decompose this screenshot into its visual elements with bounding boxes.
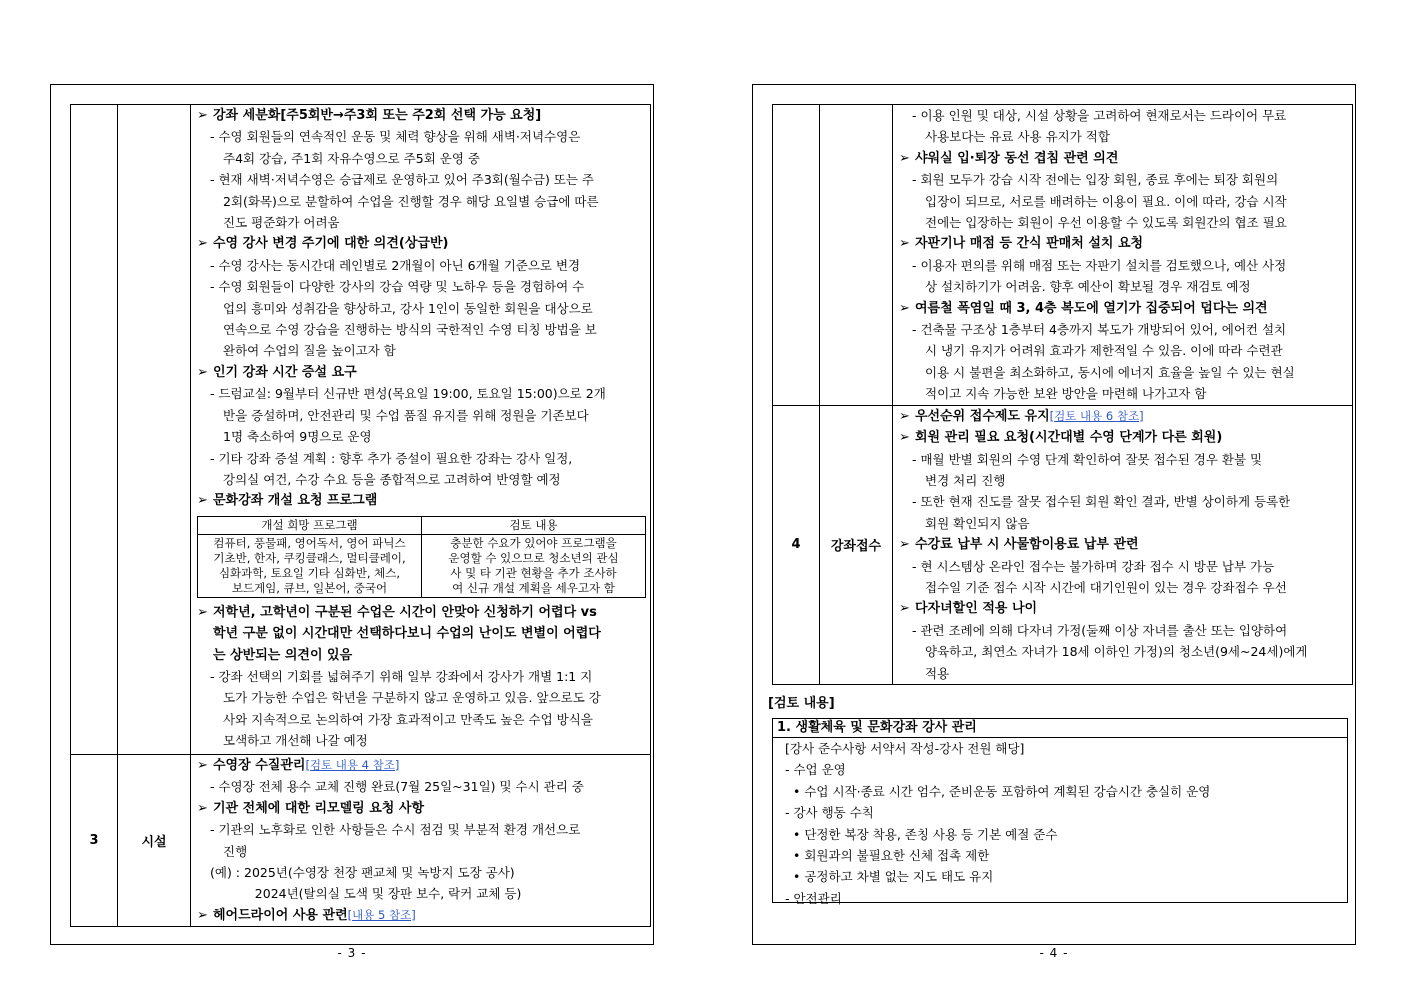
program-table-line: 사 및 타 기관 현황을 추가 조사하 [450,565,617,580]
arrow-bullet-icon: ➢ [899,236,910,252]
description-line: 연속으로 수영 강습을 진행하는 방식의 국한적인 수영 티칭 방법을 보 [223,322,597,338]
description-line: - 수영장 전체 용수 교체 진행 완료(7월 25일~31일) 및 수시 관리 중 [210,779,584,795]
description-line: 도가 가능한 수업은 학년을 구분하지 않고 운영하고 있음. 앞으로도 강 [223,690,601,706]
row-category: 강좌접수 [820,405,893,684]
description-line: - 기타 강좌 증설 계획 : 향후 추가 증설이 필요한 강좌는 강사 일정, [210,450,573,466]
page-number: - 3 - [337,946,367,960]
review-line: - 안전관리 [785,890,842,906]
description-line: - 관련 조례에 의해 다자녀 가정(둘째 이상 자녀를 출산 또는 입양하여 [912,622,1288,638]
review-line: - 강사 행동 수칙 [785,805,874,821]
description-line: 시 냉기 유지가 어려워 효과가 제한적일 수 있음. 이에 따라 수련관 [925,343,1283,359]
bullet-heading [899,427,1348,448]
description-line: 입장이 되므로, 서로를 배려하는 이용이 필요. 이에 따라, 강습 시작 [925,193,1287,209]
program-table-header: 개설 희망 프로그램 [198,516,422,534]
table-row [773,405,1353,684]
reference-link[interactable]: [검토 내용 4 참조] [305,758,400,772]
description-line: (예) : 2025년(수영장 천장 팬교체 및 녹방지 도장 공사) [210,865,515,881]
arrow-bullet-icon: ➢ [197,493,208,509]
description-line: 진행 [223,843,248,859]
program-table-line: 기초반, 한자, 쿠킹클래스, 멀티클레이, [213,550,406,565]
heading-text: 샤워실 입·퇴장 동선 겹침 관련 의견 [915,150,1119,166]
heading-text: 여름철 폭염일 때 3, 4층 복도에 열기가 집중되어 덥다는 의견 [915,300,1268,316]
description-line: 접수일 기준 접수 시작 시간에 대기인원이 있는 경우 강좌접수 우선 [925,579,1287,595]
bullet-heading [197,755,646,776]
description-line: - 매월 반별 회원의 수영 단계 확인하여 잘못 접수된 경우 환불 및 [912,451,1263,467]
review-line: • 회원과의 불필요한 신체 접촉 제한 [793,848,990,864]
description-line: 2024년(탈의실 도색 및 장판 보수, 락커 교체 등) [223,886,522,902]
description-line: - 이용자 편의를 위해 매점 또는 자판기 설치를 검토했으나, 예산 사정 [912,257,1287,273]
bullet-heading [899,148,1348,169]
arrow-bullet-icon: ➢ [197,108,208,123]
description-line: 사용보다는 유료 사용 유지가 적합 [925,129,1110,145]
heading-text: 인기 강좌 시간 증설 요구 [213,364,357,380]
description-line: - 수영 회원들이 다양한 강사의 강습 역량 및 노하우 등을 경험하여 수 [210,279,585,295]
description-line: 변경 처리 진행 [925,472,1006,488]
description-line: - 현재 새벽·저녁수영은 승급제로 운영하고 있어 주3회(월수금) 또는 주 [210,172,595,188]
description-line: 양육하고, 최연소 자녀가 18세 이하인 가정)의 청소년(9세~24세)에게 [925,644,1308,660]
description-line: - 현 시스템상 온라인 접수는 불가하며 강좌 접수 시 방문 납부 가능 [912,558,1275,574]
row-number [773,105,820,406]
row-category: 시설 [118,755,191,927]
description-line: - 수영 강사는 동시간대 레인별로 2개월이 아닌 6개월 기준으로 변경 [210,257,581,273]
table-row [773,105,1353,406]
review-box [772,718,1348,906]
heading-text: 문화강좌 개설 요청 프로그램 [213,493,378,509]
bullet-heading [197,490,646,511]
description-line: 완하여 수업의 질을 높이고자 함 [223,343,396,359]
heading-text: 기관 전체에 대한 리모델링 요청 사항 [213,800,424,816]
arrow-bullet-icon: ➢ [197,758,208,773]
description-line: - 기관의 노후화로 인한 사항들은 수시 점검 및 부분적 환경 개선으로 [210,822,581,838]
review-line: • 공정하고 차별 없는 지도 태도 유지 [793,869,994,885]
program-table-row [198,534,646,597]
row-category [820,105,893,406]
arrow-bullet-icon: ➢ [197,364,208,380]
review-box-title: 1. 생활체육 및 문화강좌 강사 관리 [773,719,1347,738]
description-line: 강의실 여건, 수강 수요 등을 종합적으로 고려하여 반영할 예정 [223,471,561,487]
description-line: 전에는 입장하는 회원이 우선 이용할 수 있도록 회원간의 협조 필요 [925,215,1287,231]
arrow-bullet-icon: ➢ [899,150,910,166]
arrow-bullet-icon: ➢ [899,430,910,446]
bullet-heading [197,798,646,819]
heading-text: 다자녀할인 적용 나이 [915,601,1038,617]
description-line: 상 설치하기가 어려움. 향후 예산이 확보될 경우 재검토 예정 [925,279,1251,295]
description-line: - 건축물 구조상 1층부터 4층까지 복도가 개방되어 있어, 에어컨 설치 [912,322,1287,338]
description-line: 2회(화목)으로 분할하여 수업을 진행할 경우 해당 요일별 승급에 따른 [223,193,599,209]
program-table-cell [198,534,422,597]
arrow-bullet-icon: ➢ [197,907,208,923]
row-content [893,405,1353,684]
description-line: 사와 지속적으로 논의하여 가장 효과적이고 만족도 높은 수업 방식을 [223,711,593,727]
review-section-title: [검토 내용] [768,696,835,711]
description-line: - 수영 회원들의 연속적인 운동 및 체력 향상을 위해 새벽·저녁수영은 [210,129,581,145]
left-table [70,104,651,927]
program-table-line: 운영할 수 있으므로 청소년의 관심 [448,550,619,565]
program-table-line: 심화과학, 토요일 기타 심화반, 체스, [218,565,401,580]
bullet-heading [197,362,646,383]
description-line: - 강좌 선택의 기회를 넓혀주기 위해 일부 강좌에서 강사가 개별 1:1 지 [210,668,593,684]
arrow-bullet-icon: ➢ [899,537,910,553]
description-line: 적용 [925,665,950,681]
heading-text: 저학년, 고학년이 구분된 수업은 시간이 안맞아 신청하기 어렵다 vs [213,604,597,620]
heading-text: 우선순위 접수제도 유지 [915,408,1050,424]
row-content [191,755,651,927]
program-table-line: 충분한 수요가 있어야 프로그램을 [450,535,617,550]
description-line: 적이고 지속 가능한 보완 방안을 마련해 나가고자 함 [925,386,1207,402]
description-line: 회원 확인되지 않음 [925,515,1030,531]
review-line: • 수업 시작·종료 시간 엄수, 준비운동 포함하여 계획된 강습시간 충실히 운영 [793,783,1211,799]
table-row [71,105,651,755]
description-line: - 회원 모두가 강습 시작 전에는 입장 회원, 종료 후에는 퇴장 회원의 [912,172,1279,188]
bullet-heading-multiline [197,602,646,666]
row-category [118,105,191,755]
row-number [71,105,118,755]
arrow-bullet-icon: ➢ [899,300,910,316]
description-line: 업의 흥미와 성취감을 향상하고, 강사 1인이 동일한 회원을 대상으로 [223,300,593,316]
description-line: - 이용 인원 및 대상, 시설 상황을 고려하여 현재로서는 드라이어 무료 [912,108,1287,123]
bullet-heading [197,105,646,126]
review-box-lines [773,738,1347,909]
row-content [191,105,651,755]
heading-line [197,602,646,623]
description-line: 이용 시 불편을 최소화하고, 동시에 에너지 효율을 높일 수 있는 현실 [925,364,1295,380]
heading-text: 수영 강사 변경 주기에 대한 의견(상급반) [213,236,449,252]
arrow-bullet-icon: ➢ [899,601,910,617]
page-number: - 4 - [1039,946,1069,960]
review-line: • 단정한 복장 착용, 존칭 사용 등 기본 예절 준수 [793,826,1058,842]
arrow-bullet-icon: ➢ [197,604,208,620]
heading-line [197,623,646,644]
row-number: 4 [773,405,820,684]
heading-text: 학년 구분 없이 시간대만 선택하다보니 수업의 난이도 변별이 어렵다 [213,626,601,642]
review-line: - 수업 운영 [785,762,846,778]
heading-text: 회원 관리 필요 요청(시간대별 수영 단계가 다른 회원) [915,430,1223,446]
description-line: 1명 축소하여 9명으로 운영 [223,429,372,445]
description-line: 진도 평준화가 어려움 [223,215,340,231]
description-line: 모색하고 개선해 나갈 예정 [223,733,368,749]
right-table [772,104,1353,685]
description-line: - 또한 현재 진도를 잘못 접수된 회원 확인 결과, 반별 상이하게 등록한 [912,494,1291,510]
bullet-heading [899,598,1348,619]
heading-line [197,645,646,666]
heading-text: 수강료 납부 시 사물함이용료 납부 관련 [915,537,1139,553]
description-line: 주4회 강습, 주1회 자유수영으로 주5회 운영 중 [223,150,480,166]
bullet-heading [899,298,1348,319]
description-line: - 드럼교실: 9월부터 신규반 편성(목요일 19:00, 토요일 15:00)으로 2개 [210,386,606,402]
bullet-heading [899,534,1348,555]
arrow-bullet-icon: ➢ [197,800,208,816]
review-line: [강사 준수사항 서약서 작성-강사 전원 해당] [785,741,1025,756]
heading-text: 수영장 수질관리 [213,758,306,773]
program-table-cell [422,534,646,597]
bullet-heading [899,406,1348,427]
bullet-heading [197,233,646,254]
reference-link[interactable]: [검토 내용 6 참조] [1049,408,1144,423]
program-table-line: 컴퓨터, 풍물패, 영어독서, 영어 파닉스 [213,535,406,550]
heading-text: 강좌 세분화[주5회반→주3회 또는 주2회 선택 가능 요청] [213,108,542,123]
row-number: 3 [71,755,118,927]
heading-text: 자판기나 매점 등 간식 판매처 설치 요청 [915,236,1144,252]
program-table-header: 검토 내용 [422,516,646,534]
program-table-header-row [198,516,646,534]
bullet-heading [197,905,646,926]
arrow-bullet-icon: ➢ [197,236,208,252]
heading-text: 헤어드라이어 사용 관련 [213,907,348,923]
reference-link[interactable]: [내용 5 참조] [347,907,416,922]
bullet-heading [899,233,1348,254]
table-row [71,755,651,927]
program-table-line: 보드게임, 큐브, 일본어, 중국어 [231,580,388,595]
program-table [197,516,646,598]
program-table-line: 여 신규 개설 계획을 세우고자 함 [452,580,615,595]
arrow-bullet-icon: ➢ [899,408,910,424]
row-content [893,105,1353,406]
heading-text: 는 상반되는 의견이 있음 [213,647,353,663]
description-line: 반을 증설하며, 안전관리 및 수업 품질 유지를 위해 정원을 기존보다 [223,407,589,423]
